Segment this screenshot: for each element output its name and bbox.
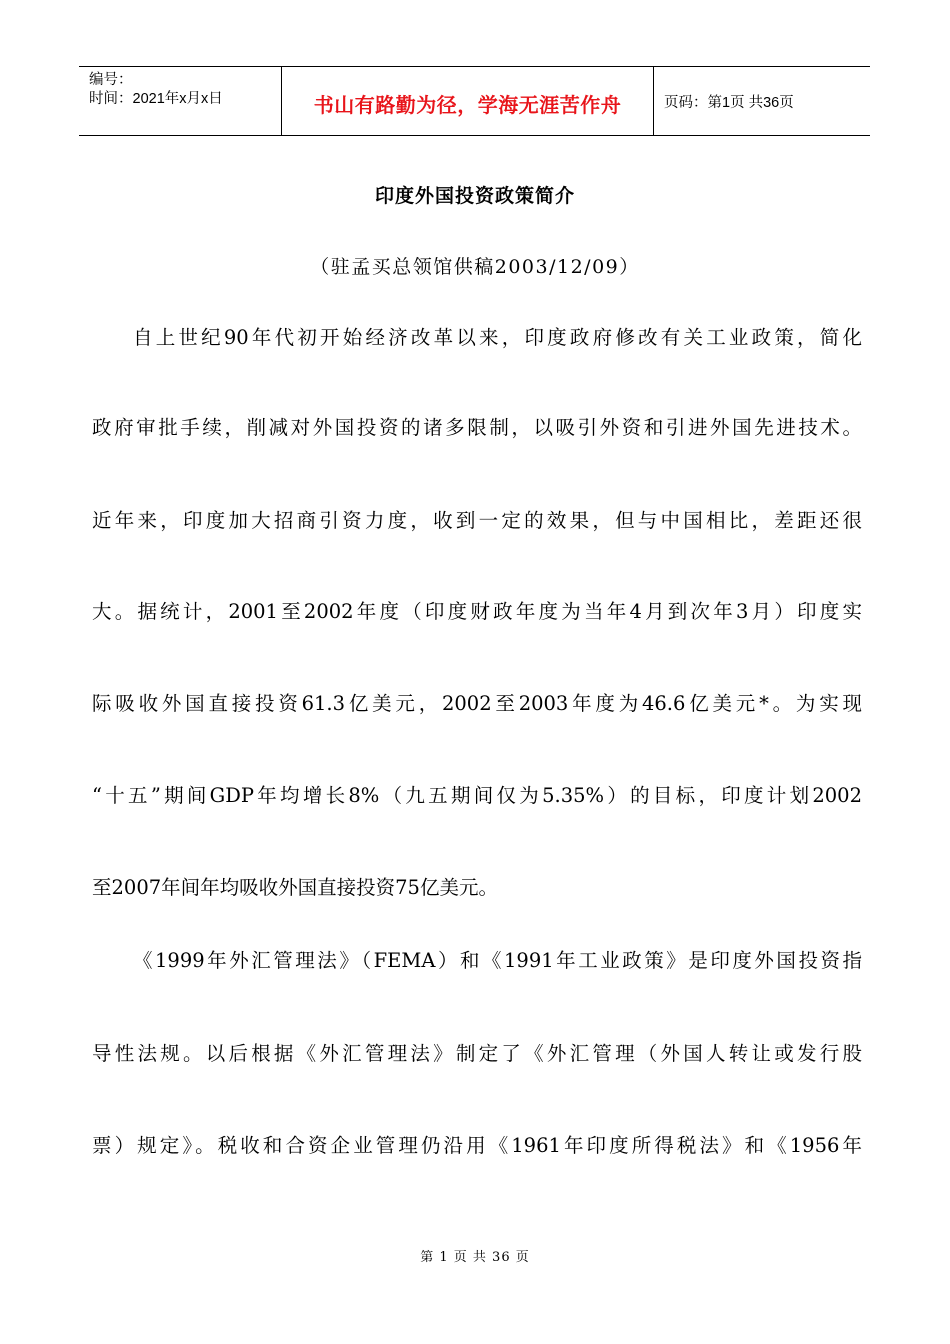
body-line: 自上世纪90年代初开始经济改革以来，印度政府修改有关工业政策，简化 [133,326,862,349]
body-line: 《1999年外汇管理法》（FEMA）和《1991年工业政策》是印度外国投资指 [133,949,862,972]
document-number-label: 编号： [89,72,133,88]
body-line: 政府审批手续，削减对外国投资的诸多限制，以吸引外资和引进外国先进技术。 [92,416,862,439]
body-line: 近年来，印度加大招商引资力度，收到一定的效果，但与中国相比，差距还很 [92,509,862,532]
body-line: 导性法规。以后根据《外汇管理法》制定了《外汇管理（外国人转让或发行股 [92,1042,862,1065]
page-footer: 第 1 页 共 36 页 [420,1250,530,1265]
document-subtitle: （驻孟买总领馆供稿2003/12/09） [310,256,640,278]
document-time-label: 时间：2021年x月x日 [89,91,223,107]
document-title: 印度外国投资政策简介 [374,185,575,207]
header-meta [79,67,282,135]
body-line: 际吸收外国直接投资61.3亿美元，2002至2003年度为46.6亿美元*。为实现 [92,692,862,715]
body-line: “十五”期间GDP年均增长8%（九五期间仅为5.35%）的目标，印度计划2002 [92,784,862,807]
header-slogan: 书山有路勤为径，学海无涯苦作舟 [282,67,654,135]
page-header [79,66,870,136]
header-page-info: 页码：第1页 共36页 [664,94,794,111]
body-line: 大。据统计，2001至2002年度（印度财政年度为当年4月到次年3月）印度实 [92,600,862,623]
body-line: 票）规定》。税收和合资企业管理仍沿用《1961年印度所得税法》和《1956年 [92,1134,862,1157]
body-line: 至2007年间年均吸收外国直接投资75亿美元。 [92,876,498,899]
